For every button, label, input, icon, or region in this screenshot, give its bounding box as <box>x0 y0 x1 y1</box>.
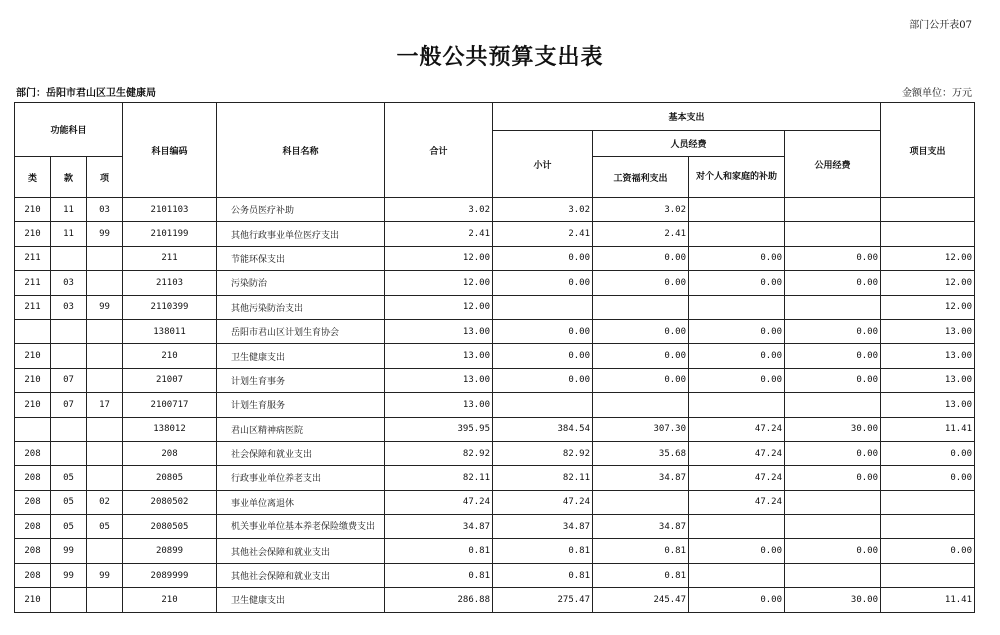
cell-public: 30.00 <box>785 417 881 441</box>
header-code: 科目编码 <box>123 103 217 198</box>
table-row <box>15 490 975 514</box>
cell-public: 0.00 <box>785 344 881 368</box>
cell-lei: 211 <box>15 271 51 295</box>
cell-subtotal: 0.00 <box>493 246 593 270</box>
cell-lei: 211 <box>15 246 51 270</box>
cell-project: 0.00 <box>881 539 975 563</box>
cell-project <box>881 490 975 514</box>
table-row <box>15 246 975 270</box>
cell-xiang: 99 <box>87 295 123 319</box>
cell-personal: 0.00 <box>689 539 785 563</box>
cell-name: 节能环保支出 <box>217 246 385 270</box>
cell-personal: 47.24 <box>689 417 785 441</box>
cell-name: 其他行政事业单位医疗支出 <box>217 222 385 246</box>
cell-xiang <box>87 246 123 270</box>
table-row <box>15 588 975 612</box>
cell-public: 0.00 <box>785 466 881 490</box>
header-public: 公用经费 <box>785 131 881 198</box>
cell-subtotal: 82.11 <box>493 466 593 490</box>
cell-name: 其他污染防治支出 <box>217 295 385 319</box>
table-row <box>15 295 975 319</box>
cell-lei: 210 <box>15 222 51 246</box>
cell-wage: 3.02 <box>593 198 689 222</box>
cell-personal: 47.24 <box>689 466 785 490</box>
table-row <box>15 344 975 368</box>
cell-personal: 0.00 <box>689 588 785 612</box>
cell-wage: 0.00 <box>593 319 689 343</box>
cell-total: 13.00 <box>385 344 493 368</box>
cell-code: 20899 <box>123 539 217 563</box>
cell-lei: 208 <box>15 515 51 539</box>
cell-total: 0.81 <box>385 539 493 563</box>
cell-subtotal <box>493 393 593 417</box>
table-row <box>15 515 975 539</box>
cell-project: 11.41 <box>881 588 975 612</box>
cell-lei <box>15 319 51 343</box>
department-label: 部门：岳阳市君山区卫生健康局 <box>16 88 156 99</box>
table-row <box>15 222 975 246</box>
cell-public <box>785 490 881 514</box>
cell-code: 210 <box>123 588 217 612</box>
cell-personal: 0.00 <box>689 319 785 343</box>
cell-code: 2089999 <box>123 563 217 587</box>
cell-name: 岳阳市君山区计划生育协会 <box>217 319 385 343</box>
cell-name: 君山区精神病医院 <box>217 417 385 441</box>
table-row <box>15 417 975 441</box>
cell-xiang: 17 <box>87 393 123 417</box>
cell-personal: 0.00 <box>689 368 785 392</box>
cell-name: 其他社会保障和就业支出 <box>217 539 385 563</box>
header-subtotal: 小计 <box>493 131 593 198</box>
header-personal-family: 对个人和家庭的补助 <box>689 157 785 198</box>
cell-total: 12.00 <box>385 246 493 270</box>
cell-kuan <box>51 319 87 343</box>
cell-code: 2101103 <box>123 198 217 222</box>
cell-subtotal: 275.47 <box>493 588 593 612</box>
cell-public: 30.00 <box>785 588 881 612</box>
cell-project: 13.00 <box>881 344 975 368</box>
header-total: 合计 <box>385 103 493 198</box>
cell-public: 0.00 <box>785 271 881 295</box>
cell-xiang <box>87 466 123 490</box>
cell-total: 0.81 <box>385 563 493 587</box>
cell-name: 事业单位离退休 <box>217 490 385 514</box>
cell-kuan <box>51 246 87 270</box>
cell-code: 20805 <box>123 466 217 490</box>
cell-project: 12.00 <box>881 271 975 295</box>
cell-lei: 210 <box>15 344 51 368</box>
header-xiang: 项 <box>87 157 123 198</box>
cell-kuan: 99 <box>51 563 87 587</box>
cell-personal: 47.24 <box>689 441 785 465</box>
cell-subtotal: 0.00 <box>493 368 593 392</box>
cell-name: 机关事业单位基本养老保险缴费支出 <box>217 515 385 539</box>
cell-public: 0.00 <box>785 441 881 465</box>
header-kuan: 款 <box>51 157 87 198</box>
header-name: 科目名称 <box>217 103 385 198</box>
table-row <box>15 368 975 392</box>
cell-code: 208 <box>123 441 217 465</box>
cell-kuan: 11 <box>51 198 87 222</box>
cell-name: 卫生健康支出 <box>217 344 385 368</box>
cell-lei <box>15 417 51 441</box>
cell-wage: 0.81 <box>593 563 689 587</box>
cell-wage: 34.87 <box>593 466 689 490</box>
cell-project: 13.00 <box>881 319 975 343</box>
cell-lei: 210 <box>15 588 51 612</box>
cell-xiang <box>87 368 123 392</box>
cell-xiang <box>87 539 123 563</box>
cell-xiang <box>87 344 123 368</box>
cell-personal <box>689 563 785 587</box>
header-lei: 类 <box>15 157 51 198</box>
cell-kuan: 03 <box>51 271 87 295</box>
cell-subtotal: 3.02 <box>493 198 593 222</box>
cell-public <box>785 393 881 417</box>
form-number: 部门公开表07 <box>909 20 972 31</box>
cell-public: 0.00 <box>785 246 881 270</box>
cell-project: 0.00 <box>881 441 975 465</box>
cell-lei: 210 <box>15 368 51 392</box>
cell-kuan: 03 <box>51 295 87 319</box>
cell-xiang <box>87 271 123 295</box>
cell-kuan <box>51 417 87 441</box>
cell-total: 395.95 <box>385 417 493 441</box>
cell-project: 12.00 <box>881 295 975 319</box>
cell-wage: 245.47 <box>593 588 689 612</box>
cell-subtotal: 384.54 <box>493 417 593 441</box>
cell-kuan <box>51 588 87 612</box>
header-basic: 基本支出 <box>493 103 881 131</box>
cell-total: 3.02 <box>385 198 493 222</box>
cell-code: 210 <box>123 344 217 368</box>
cell-personal: 0.00 <box>689 344 785 368</box>
cell-public <box>785 515 881 539</box>
cell-personal <box>689 515 785 539</box>
table-row <box>15 466 975 490</box>
cell-public <box>785 295 881 319</box>
cell-wage: 307.30 <box>593 417 689 441</box>
cell-xiang <box>87 441 123 465</box>
cell-personal <box>689 198 785 222</box>
cell-public: 0.00 <box>785 539 881 563</box>
cell-xiang: 02 <box>87 490 123 514</box>
cell-wage: 0.00 <box>593 246 689 270</box>
cell-name: 污染防治 <box>217 271 385 295</box>
cell-xiang <box>87 417 123 441</box>
cell-name: 公务员医疗补助 <box>217 198 385 222</box>
cell-subtotal: 0.00 <box>493 344 593 368</box>
cell-code: 21103 <box>123 271 217 295</box>
cell-name: 卫生健康支出 <box>217 588 385 612</box>
cell-lei: 210 <box>15 198 51 222</box>
cell-personal <box>689 295 785 319</box>
cell-project: 12.00 <box>881 246 975 270</box>
cell-subtotal <box>493 295 593 319</box>
cell-wage: 0.00 <box>593 368 689 392</box>
cell-lei: 208 <box>15 563 51 587</box>
cell-total: 82.11 <box>385 466 493 490</box>
cell-xiang <box>87 319 123 343</box>
cell-kuan: 99 <box>51 539 87 563</box>
cell-project: 13.00 <box>881 393 975 417</box>
cell-personal: 0.00 <box>689 246 785 270</box>
cell-project: 0.00 <box>881 466 975 490</box>
amount-unit-label: 金额单位：万元 <box>902 88 972 99</box>
cell-xiang: 99 <box>87 222 123 246</box>
cell-subtotal: 47.24 <box>493 490 593 514</box>
cell-personal: 47.24 <box>689 490 785 514</box>
cell-project <box>881 222 975 246</box>
cell-wage: 2.41 <box>593 222 689 246</box>
cell-name: 行政事业单位养老支出 <box>217 466 385 490</box>
cell-total: 2.41 <box>385 222 493 246</box>
cell-wage <box>593 490 689 514</box>
cell-kuan: 07 <box>51 393 87 417</box>
cell-name: 计划生育服务 <box>217 393 385 417</box>
cell-code: 211 <box>123 246 217 270</box>
cell-total: 13.00 <box>385 393 493 417</box>
cell-code: 138012 <box>123 417 217 441</box>
cell-project: 13.00 <box>881 368 975 392</box>
cell-project <box>881 198 975 222</box>
cell-personal: 0.00 <box>689 271 785 295</box>
budget-expenditure-table <box>14 102 975 613</box>
cell-xiang: 03 <box>87 198 123 222</box>
cell-kuan <box>51 441 87 465</box>
cell-code: 2110399 <box>123 295 217 319</box>
cell-subtotal: 0.00 <box>493 319 593 343</box>
cell-public: 0.00 <box>785 368 881 392</box>
table-row <box>15 198 975 222</box>
cell-lei: 208 <box>15 490 51 514</box>
cell-kuan <box>51 344 87 368</box>
cell-wage: 0.81 <box>593 539 689 563</box>
cell-lei: 208 <box>15 441 51 465</box>
cell-kuan: 11 <box>51 222 87 246</box>
cell-subtotal: 82.92 <box>493 441 593 465</box>
cell-wage: 0.00 <box>593 344 689 368</box>
cell-wage: 34.87 <box>593 515 689 539</box>
cell-subtotal: 0.00 <box>493 271 593 295</box>
cell-public <box>785 222 881 246</box>
cell-total: 82.92 <box>385 441 493 465</box>
header-wage: 工资福利支出 <box>593 157 689 198</box>
cell-total: 13.00 <box>385 319 493 343</box>
cell-kuan: 05 <box>51 466 87 490</box>
cell-project: 11.41 <box>881 417 975 441</box>
cell-lei: 210 <box>15 393 51 417</box>
table-row <box>15 319 975 343</box>
cell-code: 21007 <box>123 368 217 392</box>
table-row <box>15 271 975 295</box>
cell-xiang: 99 <box>87 563 123 587</box>
cell-name: 社会保障和就业支出 <box>217 441 385 465</box>
cell-wage: 35.68 <box>593 441 689 465</box>
table-row <box>15 393 975 417</box>
cell-lei: 208 <box>15 466 51 490</box>
cell-total: 12.00 <box>385 295 493 319</box>
cell-project <box>881 563 975 587</box>
cell-total: 13.00 <box>385 368 493 392</box>
cell-kuan: 07 <box>51 368 87 392</box>
cell-personal <box>689 393 785 417</box>
cell-total: 34.87 <box>385 515 493 539</box>
cell-wage <box>593 295 689 319</box>
table-row <box>15 563 975 587</box>
cell-code: 2100717 <box>123 393 217 417</box>
cell-total: 12.00 <box>385 271 493 295</box>
table-row <box>15 539 975 563</box>
cell-subtotal: 34.87 <box>493 515 593 539</box>
cell-public <box>785 563 881 587</box>
header-function-subject: 功能科目 <box>15 103 123 157</box>
cell-total: 286.88 <box>385 588 493 612</box>
cell-wage: 0.00 <box>593 271 689 295</box>
header-project: 项目支出 <box>881 103 975 198</box>
cell-total: 47.24 <box>385 490 493 514</box>
page-title: 一般公共预算支出表 <box>396 44 604 70</box>
cell-wage <box>593 393 689 417</box>
cell-code: 2080505 <box>123 515 217 539</box>
table-row <box>15 441 975 465</box>
cell-subtotal: 0.81 <box>493 563 593 587</box>
cell-subtotal: 0.81 <box>493 539 593 563</box>
cell-kuan: 05 <box>51 515 87 539</box>
cell-public <box>785 198 881 222</box>
cell-code: 138011 <box>123 319 217 343</box>
cell-xiang: 05 <box>87 515 123 539</box>
cell-public: 0.00 <box>785 319 881 343</box>
header-personnel: 人员经费 <box>593 131 785 157</box>
cell-code: 2080502 <box>123 490 217 514</box>
cell-lei: 208 <box>15 539 51 563</box>
cell-lei: 211 <box>15 295 51 319</box>
cell-kuan: 05 <box>51 490 87 514</box>
cell-subtotal: 2.41 <box>493 222 593 246</box>
cell-project <box>881 515 975 539</box>
cell-name: 其他社会保障和就业支出 <box>217 563 385 587</box>
cell-code: 2101199 <box>123 222 217 246</box>
cell-xiang <box>87 588 123 612</box>
cell-name: 计划生育事务 <box>217 368 385 392</box>
cell-personal <box>689 222 785 246</box>
